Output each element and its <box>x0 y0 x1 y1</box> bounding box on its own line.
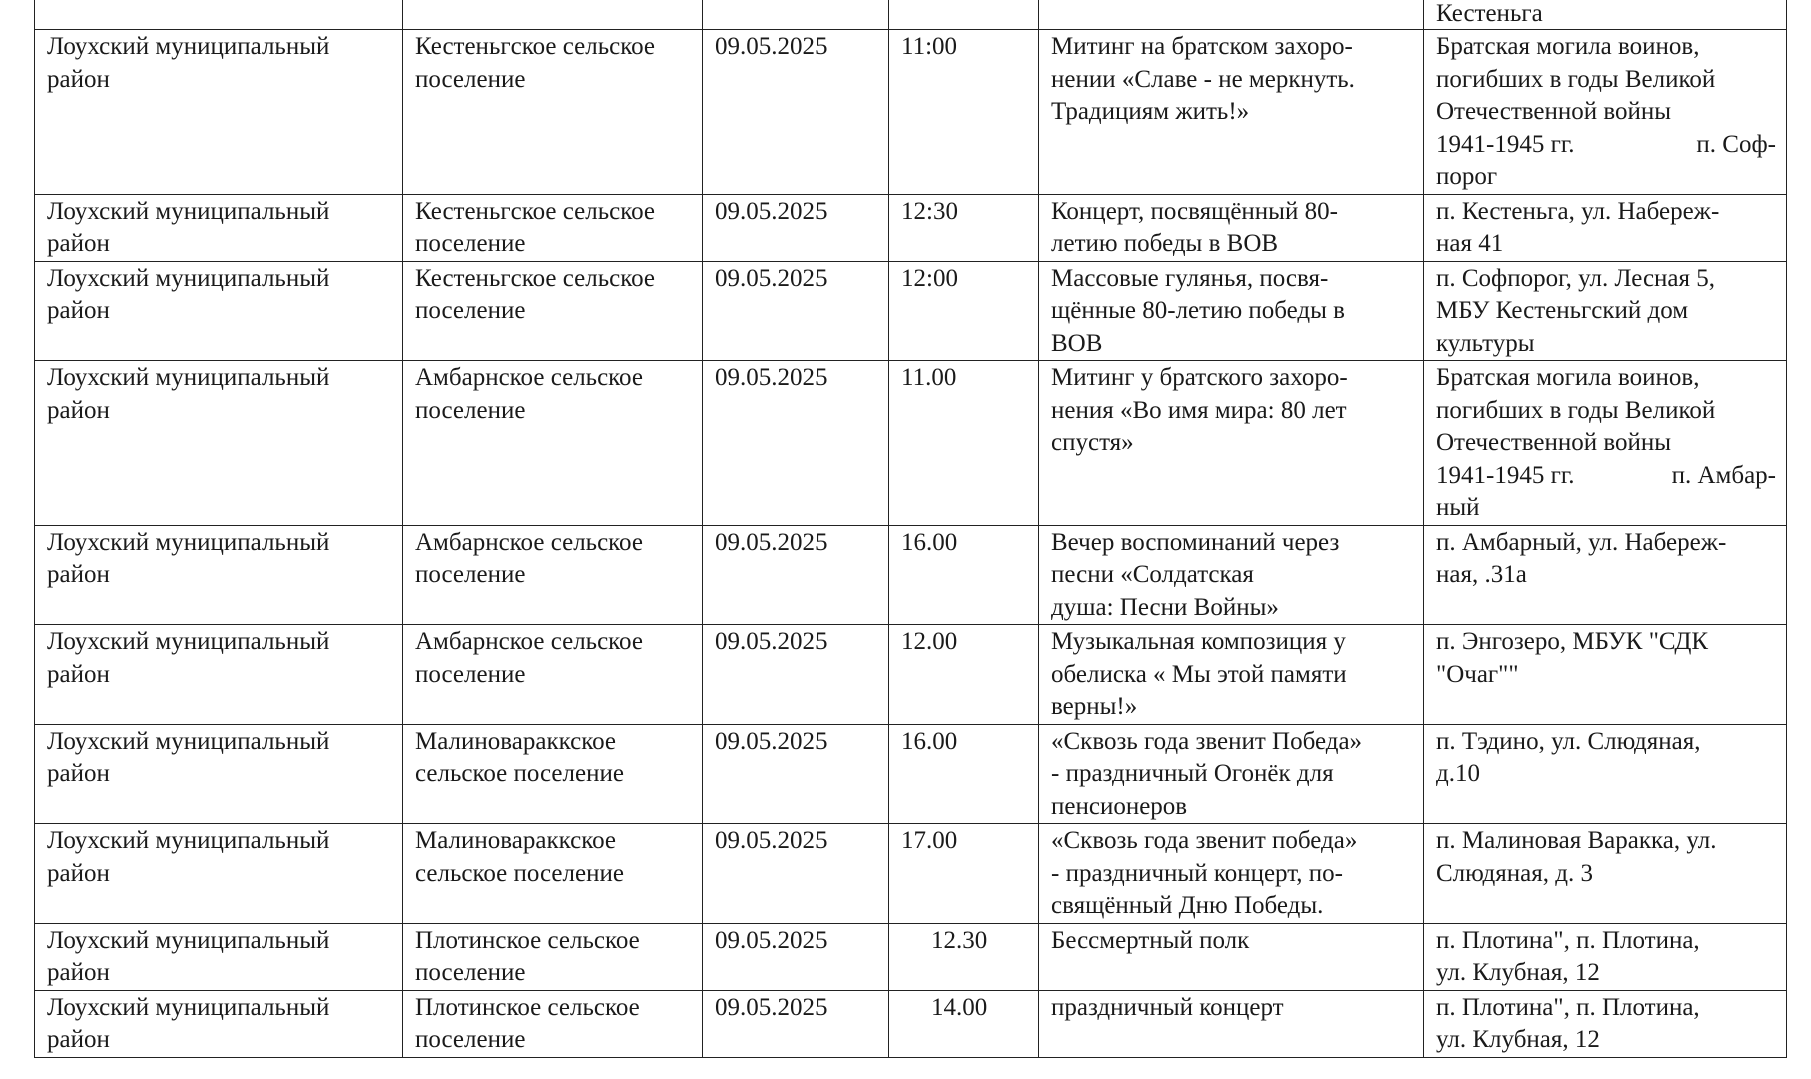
time-cell <box>889 724 1039 824</box>
district-cell <box>35 0 403 30</box>
location-line: ная, .31а <box>1436 561 1527 588</box>
event-cell <box>1039 30 1424 195</box>
settlement-line: поселение <box>415 1026 526 1053</box>
event-cell <box>1039 724 1424 824</box>
location-line: ный <box>1436 494 1480 521</box>
location-cell <box>1424 361 1787 526</box>
time-cell <box>889 923 1039 990</box>
location-line: "Очаг"" <box>1436 660 1519 688</box>
settlement-line: Малиновараккское <box>415 727 616 755</box>
location-line: погибших в годы Великой <box>1436 65 1716 93</box>
settlement-cell <box>403 261 703 361</box>
location-line: д.10 <box>1436 760 1480 787</box>
settlement-line: Кестеньгское сельское <box>415 33 655 60</box>
event-line: нения «Во имя мира: 80 лет <box>1051 396 1347 424</box>
location-line: п. Тэдино, ул. Слюдяная, <box>1436 727 1701 755</box>
event-line: праздничный концерт <box>1051 993 1284 1021</box>
location-line: п. Амбарный, ул. Набереж- <box>1436 528 1727 556</box>
location-cell <box>1424 0 1787 30</box>
district-line: Лоухский муниципальный <box>47 926 330 954</box>
location-line: п. Плотина", п. Плотина, <box>1436 926 1700 954</box>
district-line: Лоухский муниципальный <box>47 628 330 655</box>
event-cell <box>1039 0 1424 30</box>
settlement-cell <box>403 625 703 725</box>
table-row <box>35 525 1787 625</box>
location-line: п. Энгозеро, МБУК "СДК <box>1436 628 1709 655</box>
time-value: 12.30 <box>931 926 988 954</box>
district-cell <box>35 990 403 1057</box>
event-cell <box>1039 261 1424 361</box>
location-line: Отечественной войны <box>1436 429 1672 456</box>
date-cell <box>703 824 889 924</box>
settlement-cell <box>403 30 703 195</box>
date-cell <box>703 990 889 1057</box>
event-line: душа: Песни Войны» <box>1051 593 1279 621</box>
table-row <box>35 990 1787 1057</box>
district-line: район <box>47 859 110 887</box>
event-line: Бессмертный полк <box>1051 926 1250 954</box>
time-value: 12.00 <box>901 628 958 655</box>
district-cell <box>35 30 403 195</box>
event-cell <box>1039 923 1424 990</box>
settlement-cell <box>403 990 703 1057</box>
date-cell <box>703 724 889 824</box>
event-cell <box>1039 525 1424 625</box>
district-cell <box>35 625 403 725</box>
time-cell <box>889 625 1039 725</box>
settlement-line: Амбарнское сельское <box>415 364 643 391</box>
settlement-cell <box>403 724 703 824</box>
event-line: летию победы в ВОВ <box>1051 230 1279 257</box>
time-value: 12:30 <box>901 197 958 225</box>
event-line: Митинг у братского захоро- <box>1051 364 1348 391</box>
location-line: ная 41 <box>1436 230 1504 257</box>
event-line: песни «Солдатская <box>1051 561 1254 588</box>
table-row <box>35 0 1787 30</box>
district-line: Лоухский муниципальный <box>47 528 330 556</box>
settlement-line: поселение <box>415 230 526 257</box>
settlement-line: поселение <box>415 396 526 424</box>
event-line: Музыкальная композиция у <box>1051 628 1346 655</box>
time-value: 11:00 <box>901 33 958 60</box>
settlement-cell <box>403 824 703 924</box>
table-row <box>35 194 1787 261</box>
settlement-line: Амбарнское сельское <box>415 528 643 556</box>
district-cell <box>35 194 403 261</box>
event-line: спустя» <box>1051 429 1134 456</box>
settlement-cell <box>403 361 703 526</box>
date-value: 09.05.2025 <box>715 364 828 391</box>
event-line: - праздничный концерт, по- <box>1051 859 1343 887</box>
date-value: 09.05.2025 <box>715 528 828 556</box>
settlement-line: поселение <box>415 65 526 93</box>
date-cell <box>703 525 889 625</box>
settlement-cell <box>403 0 703 30</box>
district-line: район <box>47 297 110 324</box>
location-line: п. Плотина", п. Плотина, <box>1436 993 1700 1021</box>
location-cell <box>1424 824 1787 924</box>
location-line <box>1436 129 1776 162</box>
location-segment: 1941-1945 гг. <box>1436 130 1575 158</box>
event-line: пенсионеров <box>1051 792 1188 820</box>
event-line: Традициям жить!» <box>1051 98 1250 125</box>
location-segment: п. Амбар- <box>1671 461 1776 489</box>
time-value: 16.00 <box>901 727 958 755</box>
location-segment: 1941-1945 гг. <box>1436 461 1575 489</box>
settlement-line: Амбарнское сельское <box>415 628 643 655</box>
date-value: 09.05.2025 <box>715 33 828 60</box>
district-cell <box>35 361 403 526</box>
district-line: Лоухский муниципальный <box>47 727 330 755</box>
time-cell <box>889 361 1039 526</box>
location-line: Отечественной войны <box>1436 98 1672 125</box>
event-cell <box>1039 625 1424 725</box>
district-line: район <box>47 760 110 787</box>
settlement-cell <box>403 525 703 625</box>
settlement-line: сельское поселение <box>415 859 624 887</box>
time-value: 11.00 <box>901 364 957 391</box>
date-cell <box>703 261 889 361</box>
location-line: Слюдяная, д. 3 <box>1436 859 1593 887</box>
location-line: Братская могила воинов, <box>1436 33 1700 60</box>
time-cell <box>889 525 1039 625</box>
district-cell <box>35 525 403 625</box>
location-cell <box>1424 923 1787 990</box>
location-line: порог <box>1436 163 1498 190</box>
date-value: 09.05.2025 <box>715 264 828 292</box>
date-cell <box>703 625 889 725</box>
district-cell <box>35 724 403 824</box>
time-value: 16.00 <box>901 528 958 556</box>
district-line: Лоухский муниципальный <box>47 197 330 225</box>
date-value: 09.05.2025 <box>715 628 828 655</box>
event-line: Митинг на братском захоро- <box>1051 33 1353 60</box>
location-cell <box>1424 990 1787 1057</box>
settlement-line: Плотинское сельское <box>415 993 640 1021</box>
time-value: 17.00 <box>901 827 958 854</box>
event-line: ВОВ <box>1051 329 1103 357</box>
date-value: 09.05.2025 <box>715 727 828 755</box>
event-line: щённые 80-летию победы в <box>1051 297 1345 324</box>
date-cell <box>703 923 889 990</box>
event-line: - праздничный Огонёк для <box>1051 760 1334 787</box>
event-line: «Сквозь года звенит Победа» <box>1051 727 1363 755</box>
date-cell <box>703 194 889 261</box>
district-line: Лоухский муниципальный <box>47 993 330 1021</box>
district-line: Лоухский муниципальный <box>47 827 330 854</box>
time-value: 14.00 <box>931 993 988 1021</box>
district-line: район <box>47 396 110 424</box>
location-cell <box>1424 194 1787 261</box>
event-line: «Сквозь года звенит победа» <box>1051 827 1358 854</box>
district-line: район <box>47 230 110 257</box>
event-cell <box>1039 990 1424 1057</box>
settlement-line: Малиновараккское <box>415 827 616 854</box>
event-cell <box>1039 194 1424 261</box>
location-line: п. Софпорог, ул. Лесная 5, <box>1436 264 1716 292</box>
district-line: район <box>47 1026 110 1053</box>
date-cell <box>703 0 889 30</box>
event-line: Концерт, посвящённый 80- <box>1051 197 1338 225</box>
district-line: Лоухский муниципальный <box>47 33 330 60</box>
event-line: свящённый Дню Победы. <box>1051 892 1324 919</box>
location-line: п. Малиновая Варакка, ул. <box>1436 827 1717 854</box>
time-cell <box>889 30 1039 195</box>
district-line: район <box>47 660 110 688</box>
table-row <box>35 923 1787 990</box>
table-row <box>35 30 1787 195</box>
event-line: обелиска « Мы этой памяти <box>1051 660 1347 688</box>
location-cell <box>1424 724 1787 824</box>
district-line: район <box>47 561 110 588</box>
district-line: район <box>47 65 110 93</box>
location-line: погибших в годы Великой <box>1436 396 1716 424</box>
location-line: ул. Клубная, 12 <box>1436 959 1600 986</box>
events-table <box>34 0 1787 1058</box>
location-cell <box>1424 30 1787 195</box>
location-line: п. Кестеньга, ул. Набереж- <box>1436 197 1720 225</box>
settlement-line: поселение <box>415 297 526 324</box>
date-cell <box>703 30 889 195</box>
event-cell <box>1039 361 1424 526</box>
date-value: 09.05.2025 <box>715 993 828 1021</box>
time-cell <box>889 990 1039 1057</box>
location-cell <box>1424 261 1787 361</box>
location-cell <box>1424 525 1787 625</box>
table-row <box>35 361 1787 526</box>
settlement-line: Плотинское сельское <box>415 926 640 954</box>
location-segment: п. Соф- <box>1696 130 1776 158</box>
table-row <box>35 724 1787 824</box>
time-cell <box>889 824 1039 924</box>
settlement-line: поселение <box>415 660 526 688</box>
location-line: Братская могила воинов, <box>1436 364 1700 391</box>
time-cell <box>889 194 1039 261</box>
date-value: 09.05.2025 <box>715 827 828 854</box>
settlement-line: поселение <box>415 959 526 986</box>
table-row <box>35 824 1787 924</box>
date-value: 09.05.2025 <box>715 926 828 954</box>
location-line: МБУ Кестеньгский дом <box>1436 297 1689 324</box>
table-row <box>35 261 1787 361</box>
district-cell <box>35 824 403 924</box>
district-cell <box>35 261 403 361</box>
settlement-cell <box>403 923 703 990</box>
location-cell <box>1424 625 1787 725</box>
district-line: район <box>47 959 110 986</box>
district-line: Лоухский муниципальный <box>47 364 330 391</box>
table-row <box>35 625 1787 725</box>
settlement-cell <box>403 194 703 261</box>
settlement-line: Кестеньгское сельское <box>415 264 655 292</box>
time-cell <box>889 261 1039 361</box>
time-cell <box>889 0 1039 30</box>
date-cell <box>703 361 889 526</box>
settlement-line: Кестеньгское сельское <box>415 197 655 225</box>
event-cell <box>1039 824 1424 924</box>
district-line: Лоухский муниципальный <box>47 264 330 292</box>
date-value: 09.05.2025 <box>715 197 828 225</box>
district-cell <box>35 923 403 990</box>
location-line: культуры <box>1436 329 1535 357</box>
settlement-line: поселение <box>415 561 526 588</box>
location-line <box>1436 460 1776 493</box>
event-line: нении «Славе - не меркнуть. <box>1051 65 1355 93</box>
location-line: ул. Клубная, 12 <box>1436 1026 1600 1053</box>
event-line: Массовые гулянья, посвя- <box>1051 264 1329 292</box>
location-line: Кестеньга <box>1436 0 1543 27</box>
event-line: Вечер воспоминаний через <box>1051 528 1340 556</box>
time-value: 12:00 <box>901 264 958 292</box>
event-line: верны!» <box>1051 693 1138 720</box>
settlement-line: сельское поселение <box>415 760 624 787</box>
